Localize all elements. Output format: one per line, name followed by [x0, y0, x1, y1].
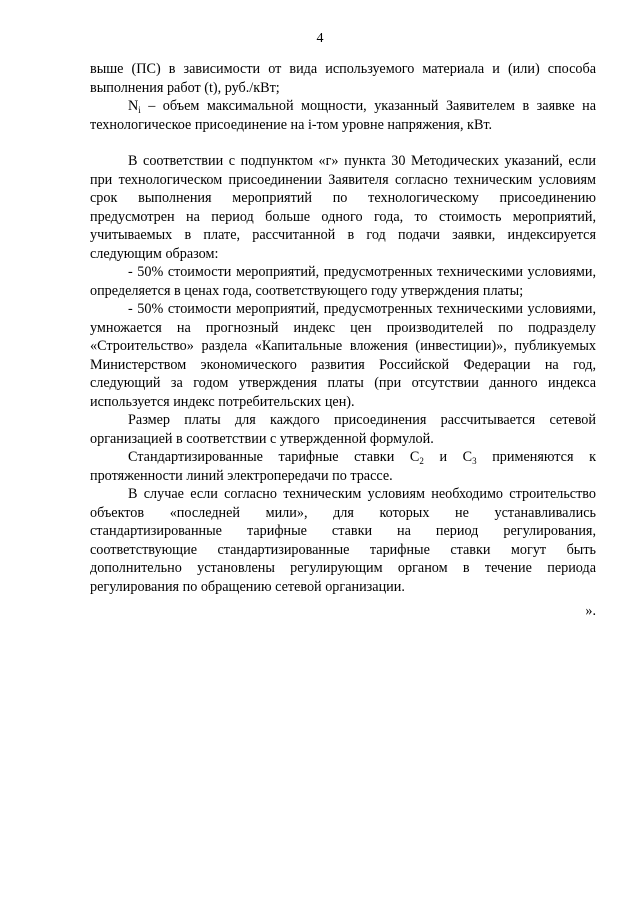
ni-symbol: N [128, 98, 139, 114]
paragraph-ps-definition: выше (ПС) в зависимости от вида используемого материала и (или) способа выполнения работ (t), руб./кВт; [90, 61, 596, 96]
rates-subscript-2: 2 [419, 456, 424, 466]
rates-text-c: применяются к протяженности линий электропередачи по трассе. [90, 449, 596, 484]
closing-quote: ». [585, 603, 596, 619]
paragraph-last-mile: В случае если согласно техническим условиям необходимо строительство объектов «последней мили», для которых не устанавливались стандартизированные тарифные ставки на период регулирования, соответствующие стандартизированные тарифные ставки могут быть дополнительно установлены регулирующим органом в течение периода регулирования по обращению сетевой организации. [90, 486, 596, 595]
paragraph-first-50-percent: - 50% стоимости мероприятий, предусмотренных техническими условиями, определяется в ценах года, соответствующего году утверждения платы; [90, 264, 596, 299]
paragraph-indexation-intro: В соответствии с подпунктом «г» пункта 30 Методических указаний, если при технологическом присоединении Заявителя согласно техническим условиям срок выполнения мероприятий по технологическому присоединению предусмотрен на период больше одного года, то стоимость мероприятий, учитываемых в плате, рассчитанной в год подачи заявки, индексируется следующим образом: [90, 153, 596, 262]
paragraph-second-50-percent: - 50% стоимости мероприятий, предусмотренных техническими условиями, умножается на прогнозный индекс цен производителей по подразделу «Строительство» раздела «Капитальные вложения (инвестиции)», публикуемых Министерством экономического развития Российской Федерации на год, следующий за годом утверждения платы (при отсутствии данного индекса используется индекс потребительских цен). [90, 301, 596, 410]
document-body [90, 60, 596, 621]
ni-subscript: i [138, 105, 141, 115]
paragraph-rates-c2-c3 [90, 448, 596, 485]
rates-subscript-3: 3 [472, 456, 477, 466]
rates-text-a: Стандартизированные тарифные ставки С [128, 449, 420, 465]
rates-text-b: и С [423, 449, 473, 465]
page-number: 4 [316, 31, 324, 46]
ni-definition-text: – объем максимальной мощности, указанный Заявителем в заявке на технологическое присоединение на i-том уровне напряжения, кВт. [90, 98, 596, 133]
paragraph-ni-definition [90, 97, 596, 134]
paragraph-fee-calculation: Размер платы для каждого присоединения рассчитывается сетевой организацией в соответствии с утвержденной формулой. [90, 412, 596, 447]
